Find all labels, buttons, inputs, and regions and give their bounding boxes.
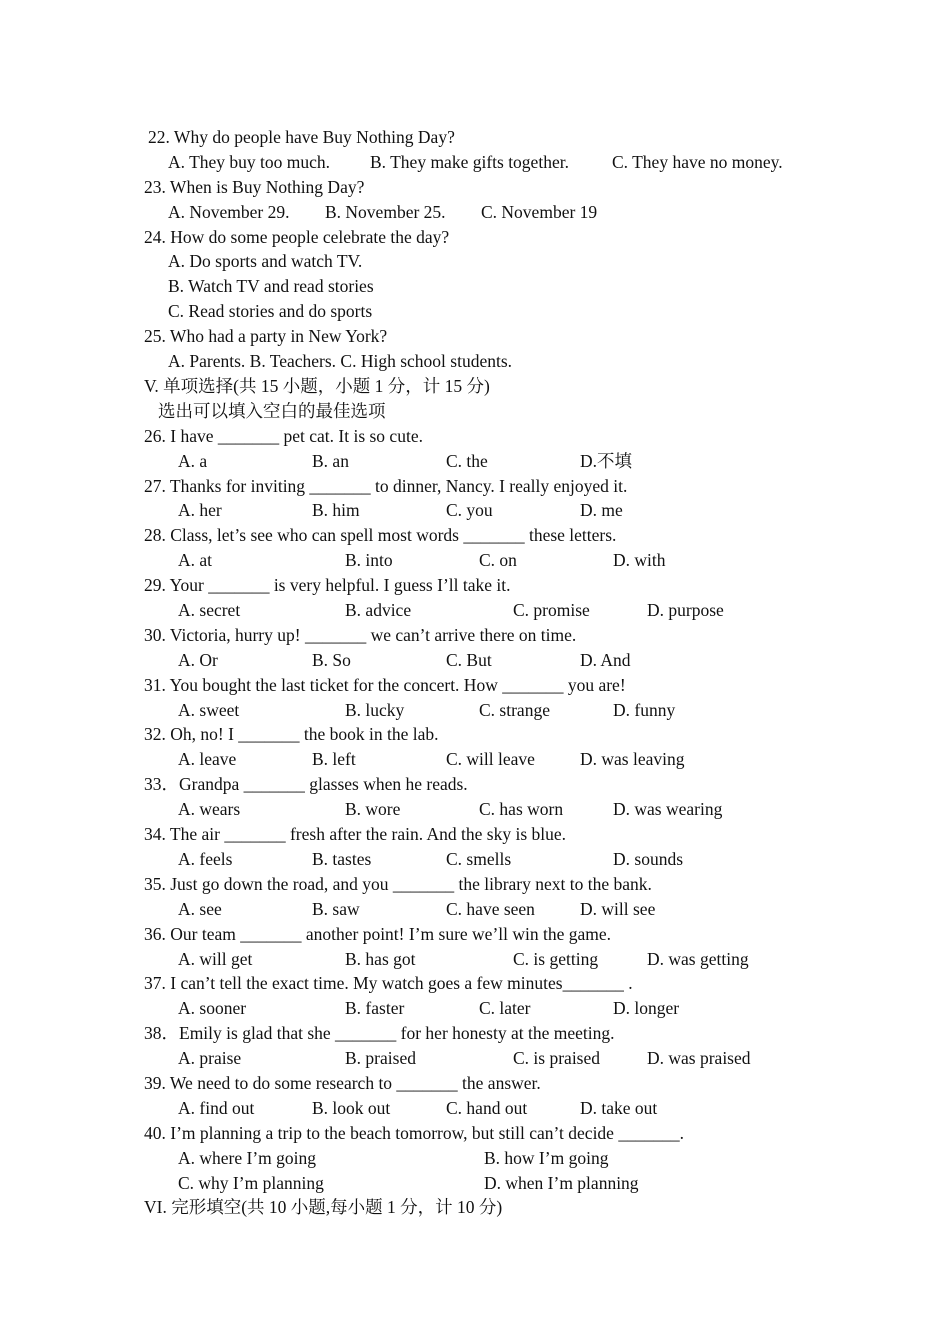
question-33-option-b: B. wore	[345, 799, 401, 819]
question-29-stem: 29. Your _______ is very helpful. I guess I’ll take it.	[144, 575, 511, 595]
question-34-option-a: A. feels	[178, 849, 233, 869]
question-26-stem: 26. I have _______ pet cat. It is so cute.	[144, 426, 423, 446]
question-31-option-d: D. funny	[613, 700, 676, 720]
question-39-option-c: C. hand out	[446, 1098, 528, 1118]
question-30-option-b: B. So	[312, 650, 351, 670]
question-38-option-b: B. praised	[345, 1048, 416, 1068]
question-28-option-a: A. at	[178, 550, 213, 570]
question-28-option-d: D. with	[613, 550, 666, 570]
question-32-stem: 32. Oh, no! I _______ the book in the lab.	[144, 724, 439, 744]
question-36-option-b: B. has got	[345, 949, 416, 969]
question-40-option-b: B. how I’m going	[484, 1148, 609, 1168]
question-31-option-a: A. sweet	[178, 700, 240, 720]
question-40-option-c: C. why I’m planning	[178, 1173, 324, 1193]
question-30-stem: 30. Victoria, hurry up! _______ we can’t arrive there on time.	[144, 625, 577, 645]
question-31-option-b: B. lucky	[345, 700, 405, 720]
question-22-option-a: A. They buy too much.	[168, 152, 331, 172]
question-29-option-a: A. secret	[178, 600, 241, 620]
question-24-stem: 24. How do some people celebrate the day?	[144, 227, 450, 247]
question-39-option-d: D. take out	[580, 1098, 658, 1118]
question-27-option-b: B. him	[312, 500, 360, 520]
question-33-stem: 33．Grandpa _______ glasses when he reads.	[144, 774, 468, 794]
question-36-option-a: A. will get	[178, 949, 253, 969]
question-23-option-c: C. November 19	[481, 202, 598, 222]
question-37-option-b: B. faster	[345, 998, 405, 1018]
question-40-option-d: D. when I’m planning	[484, 1173, 639, 1193]
question-35-option-c: C. have seen	[446, 899, 535, 919]
question-24-option-c: C. Read stories and do sports	[168, 301, 373, 321]
question-34-option-d: D. sounds	[613, 849, 684, 869]
question-28-stem: 28. Class, let’s see who can spell most words _______ these letters.	[144, 525, 617, 545]
question-38-stem: 38．Emily is glad that she _______ for her honesty at the meeting.	[144, 1023, 615, 1043]
question-38-option-d: D. was praised	[647, 1048, 751, 1068]
question-36-option-d: D. was getting	[647, 949, 749, 969]
question-31-stem: 31. You bought the last ticket for the concert. How _______ you are!	[144, 675, 626, 695]
question-33-option-d: D. was wearing	[613, 799, 723, 819]
question-32-option-d: D. was leaving	[580, 749, 685, 769]
question-30-option-a: A. Or	[178, 650, 218, 670]
question-38-option-a: A. praise	[178, 1048, 242, 1068]
question-39-option-b: B. look out	[312, 1098, 391, 1118]
question-39-option-a: A. find out	[178, 1098, 255, 1118]
question-37-stem: 37. I can’t tell the exact time. My watch goes a few minutes_______ .	[144, 973, 633, 993]
section-6-title: VI. 完形填空(共 10 小题,每小题 1 分，计 10 分)	[144, 1197, 503, 1217]
question-25-stem: 25. Who had a party in New York?	[144, 326, 388, 346]
question-29-option-d: D. purpose	[647, 600, 724, 620]
question-33-option-a: A. wears	[178, 799, 241, 819]
question-37-option-a: A. sooner	[178, 998, 247, 1018]
question-35-option-d: D. will see	[580, 899, 656, 919]
question-27-option-a: A. her	[178, 500, 222, 520]
question-32-option-c: C. will leave	[446, 749, 535, 769]
question-26-option-c: C. the	[446, 451, 488, 471]
question-27-option-c: C. you	[446, 500, 493, 520]
question-32-option-b: B. left	[312, 749, 356, 769]
question-30-option-c: C. But	[446, 650, 492, 670]
question-38-option-c: C. is praised	[513, 1048, 601, 1068]
question-36-stem: 36. Our team _______ another point! I’m sure we’ll win the game.	[144, 924, 612, 944]
question-28-option-c: C. on	[479, 550, 517, 570]
question-40-option-a: A. where I’m going	[178, 1148, 317, 1168]
question-29-option-b: B. advice	[345, 600, 412, 620]
question-22-option-b: B. They make gifts together.	[370, 152, 569, 172]
question-24-option-b: B. Watch TV and read stories	[168, 276, 374, 296]
question-27-stem: 27. Thanks for inviting _______ to dinner, Nancy. I really enjoyed it.	[144, 476, 628, 496]
question-40-stem: 40. I’m planning a trip to the beach tomorrow, but still can’t decide _______.	[144, 1123, 684, 1143]
question-26-option-a: A. a	[178, 451, 208, 471]
question-23-option-a: A. November 29.	[168, 202, 290, 222]
question-32-option-a: A. leave	[178, 749, 237, 769]
question-28-option-b: B. into	[345, 550, 393, 570]
question-30-option-d: D. And	[580, 650, 631, 670]
question-34-option-c: C. smells	[446, 849, 512, 869]
question-27-option-d: D. me	[580, 500, 623, 520]
question-35-stem: 35. Just go down the road, and you _______ the library next to the bank.	[144, 874, 652, 894]
question-22-stem: 22. Why do people have Buy Nothing Day?	[148, 127, 455, 147]
question-37-option-d: D. longer	[613, 998, 680, 1018]
question-26-option-d: D.不填	[580, 451, 633, 471]
question-33-option-c: C. has worn	[479, 799, 564, 819]
question-35-option-b: B. saw	[312, 899, 360, 919]
question-36-option-c: C. is getting	[513, 949, 599, 969]
question-22-option-c: C. They have no money.	[612, 152, 783, 172]
question-26-option-b: B. an	[312, 451, 349, 471]
section-5-title: V. 单项选择(共 15 小题，小题 1 分，计 15 分)	[144, 376, 490, 396]
question-24-option-a: A. Do sports and watch TV.	[168, 251, 363, 271]
question-37-option-c: C. later	[479, 998, 531, 1018]
question-39-stem: 39. We need to do some research to _______ the answer.	[144, 1073, 541, 1093]
question-31-option-c: C. strange	[479, 700, 550, 720]
question-23-stem: 23. When is Buy Nothing Day?	[144, 177, 365, 197]
question-25-options: A. Parents. B. Teachers. C. High school students.	[168, 351, 513, 371]
question-34-stem: 34. The air _______ fresh after the rain. And the sky is blue.	[144, 824, 567, 844]
question-34-option-b: B. tastes	[312, 849, 372, 869]
question-35-option-a: A. see	[178, 899, 222, 919]
section-5-instruction: 选出可以填入空白的最佳选项	[158, 401, 386, 421]
question-29-option-c: C. promise	[513, 600, 590, 620]
question-23-option-b: B. November 25.	[325, 202, 446, 222]
